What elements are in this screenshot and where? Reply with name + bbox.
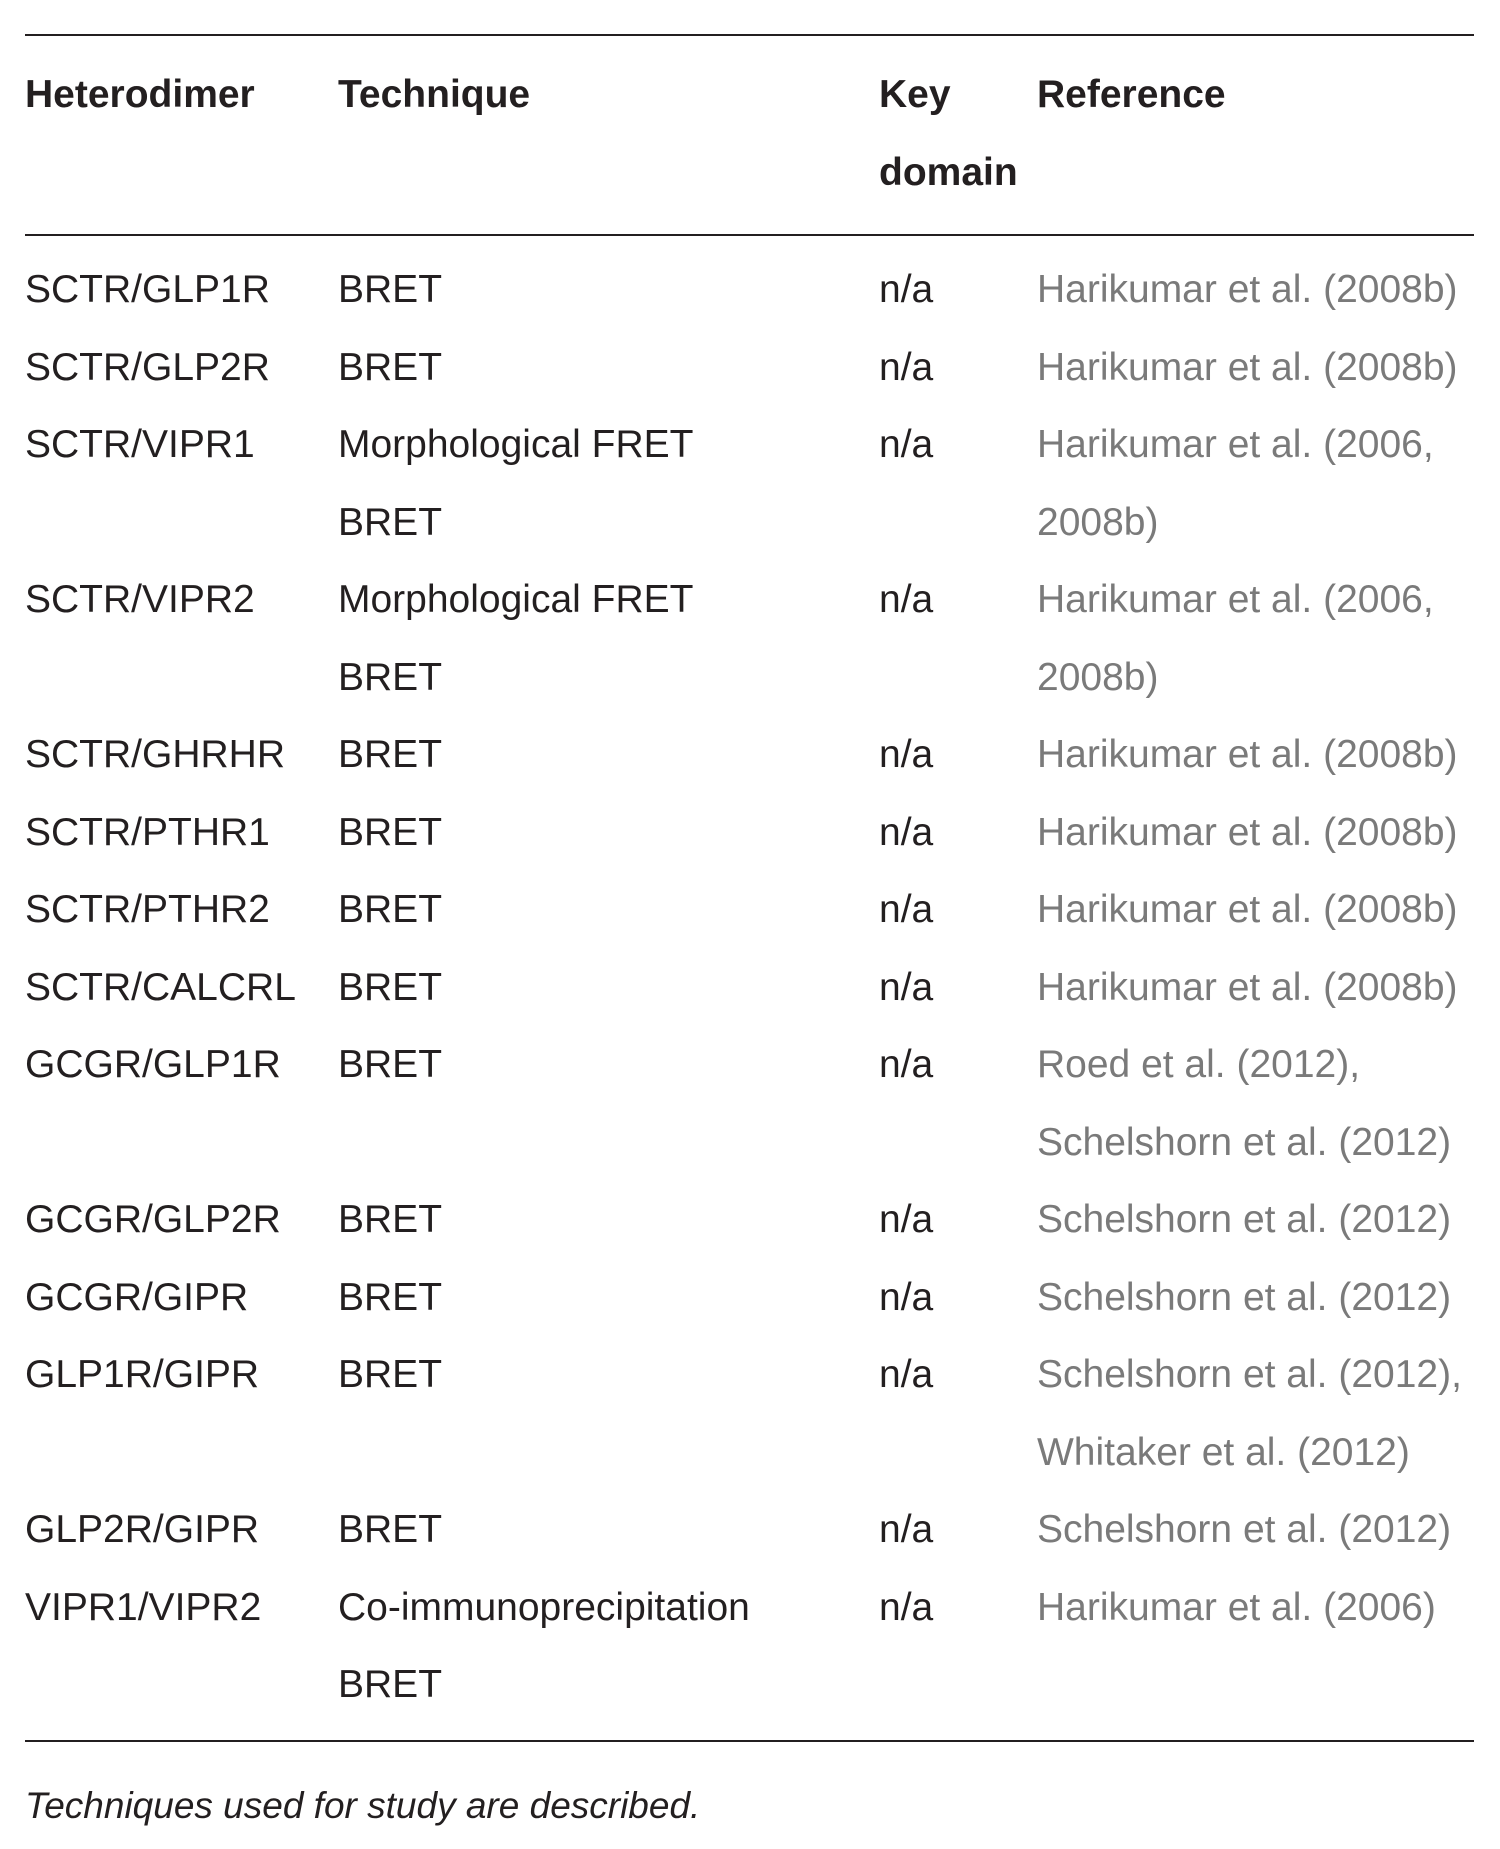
technique-line: BRET	[338, 268, 443, 311]
technique-line: Morphological FRET	[338, 423, 694, 466]
cell-reference	[1037, 1336, 1474, 1491]
cell-heterodimer: SCTR/PTHR2	[25, 888, 270, 931]
cell-reference	[1037, 1259, 1474, 1337]
cell-technique	[338, 949, 879, 1027]
cell-technique	[338, 1259, 879, 1337]
table-body	[25, 236, 1474, 1740]
table-row	[25, 1026, 1474, 1181]
cell-heterodimer: GCGR/GLP2R	[25, 1198, 281, 1241]
technique-line: BRET	[338, 345, 443, 389]
cell-technique	[338, 406, 879, 561]
header-reference: Reference	[1037, 73, 1226, 116]
reference-line: 2008b)	[1037, 655, 1159, 699]
data-table-body	[25, 236, 1474, 1740]
cell-reference	[1037, 329, 1474, 407]
cell-reference	[1037, 1026, 1474, 1181]
cell-key-domain: n/a	[879, 1275, 934, 1319]
table-row	[25, 236, 1474, 329]
reference-line: 2008b)	[1037, 500, 1159, 544]
technique-line: BRET	[338, 1353, 443, 1396]
cell-key-domain: n/a	[879, 733, 934, 776]
cell-key-domain: n/a	[879, 268, 934, 311]
cell-heterodimer: GLP1R/GIPR	[25, 1353, 260, 1396]
reference-line: Harikumar et al. (2008b)	[1037, 888, 1458, 931]
reference-line: Harikumar et al. (2008b)	[1037, 965, 1458, 1009]
cell-heterodimer: SCTR/GLP1R	[25, 268, 270, 311]
cell-heterodimer: SCTR/PTHR1	[25, 810, 270, 854]
technique-line: Morphological FRET	[338, 578, 694, 621]
cell-key-domain: n/a	[879, 1043, 934, 1086]
reference-line: Whitaker et al. (2012)	[1037, 1430, 1410, 1474]
cell-key-domain: n/a	[879, 1508, 934, 1551]
cell-heterodimer: GCGR/GIPR	[25, 1275, 249, 1319]
cell-technique	[338, 236, 879, 329]
technique-line: BRET	[338, 888, 443, 931]
cell-key-domain: n/a	[879, 1198, 934, 1241]
data-table	[25, 36, 1474, 234]
technique-line: Co-immunoprecipitation	[338, 1585, 750, 1629]
header-row	[25, 36, 1474, 234]
reference-line: Schelshorn et al. (2012)	[1037, 1275, 1452, 1319]
cell-heterodimer: VIPR1/VIPR2	[25, 1585, 262, 1629]
cell-reference	[1037, 794, 1474, 872]
cell-key-domain: n/a	[879, 965, 934, 1009]
cell-reference	[1037, 871, 1474, 949]
cell-heterodimer: SCTR/GLP2R	[25, 345, 270, 389]
cell-heterodimer: SCTR/CALCRL	[25, 965, 296, 1009]
reference-line: Harikumar et al. (2006,	[1037, 578, 1434, 621]
cell-technique	[338, 1026, 879, 1181]
table-footnote: Techniques used for study are described.	[25, 1785, 701, 1826]
table-row	[25, 1336, 1474, 1491]
cell-reference	[1037, 1181, 1474, 1259]
header-key-domain-line: Key	[879, 73, 951, 116]
cell-technique	[338, 1181, 879, 1259]
technique-line: BRET	[338, 733, 443, 776]
table-row	[25, 561, 1474, 716]
reference-line: Roed et al. (2012),	[1037, 1043, 1361, 1086]
table-row	[25, 329, 1474, 407]
technique-line: BRET	[338, 1198, 443, 1241]
technique-line: BRET	[338, 1275, 443, 1319]
technique-line: BRET	[338, 965, 443, 1009]
table-row	[25, 716, 1474, 794]
cell-technique	[338, 794, 879, 872]
cell-key-domain: n/a	[879, 888, 934, 931]
bottom-rule	[25, 1740, 1474, 1742]
cell-reference	[1037, 406, 1474, 561]
cell-technique	[338, 1491, 879, 1569]
cell-heterodimer: SCTR/VIPR1	[25, 423, 255, 466]
table-row	[25, 871, 1474, 949]
reference-line: Schelshorn et al. (2012)	[1037, 1508, 1452, 1551]
reference-line: Harikumar et al. (2008b)	[1037, 345, 1458, 389]
cell-technique	[338, 871, 879, 949]
cell-technique	[338, 716, 879, 794]
cell-heterodimer: GCGR/GLP1R	[25, 1043, 281, 1086]
cell-reference	[1037, 561, 1474, 716]
cell-key-domain: n/a	[879, 1353, 934, 1396]
technique-line: BRET	[338, 810, 443, 854]
table-row	[25, 406, 1474, 561]
cell-reference	[1037, 949, 1474, 1027]
technique-line: BRET	[338, 655, 443, 699]
cell-reference	[1037, 236, 1474, 329]
cell-heterodimer: SCTR/GHRHR	[25, 733, 285, 776]
technique-line: BRET	[338, 1508, 443, 1551]
header-heterodimer: Heterodimer	[25, 73, 255, 116]
cell-reference	[1037, 1569, 1474, 1740]
header-key-domain	[879, 36, 1037, 234]
header-key-domain-line: domain	[879, 151, 1018, 194]
cell-technique	[338, 329, 879, 407]
cell-key-domain: n/a	[879, 578, 934, 621]
table-header	[25, 36, 1474, 234]
table-row	[25, 1181, 1474, 1259]
cell-heterodimer: GLP2R/GIPR	[25, 1508, 260, 1551]
reference-line: Schelshorn et al. (2012)	[1037, 1120, 1452, 1164]
table-row	[25, 1491, 1474, 1569]
table-row	[25, 794, 1474, 872]
cell-heterodimer: SCTR/VIPR2	[25, 578, 255, 621]
reference-line: Harikumar et al. (2008b)	[1037, 268, 1458, 311]
cell-key-domain: n/a	[879, 423, 934, 466]
reference-line: Harikumar et al. (2008b)	[1037, 733, 1458, 776]
cell-technique	[338, 561, 879, 716]
table-row	[25, 1259, 1474, 1337]
reference-line: Schelshorn et al. (2012)	[1037, 1198, 1452, 1241]
technique-line: BRET	[338, 1043, 443, 1086]
reference-line: Harikumar et al. (2006,	[1037, 423, 1434, 466]
cell-key-domain: n/a	[879, 810, 934, 854]
cell-technique	[338, 1569, 879, 1740]
cell-key-domain: n/a	[879, 345, 934, 389]
cell-key-domain: n/a	[879, 1585, 934, 1629]
technique-line: BRET	[338, 1663, 443, 1706]
cell-technique	[338, 1336, 879, 1491]
cell-reference	[1037, 1491, 1474, 1569]
reference-line: Harikumar et al. (2008b)	[1037, 810, 1458, 854]
technique-line: BRET	[338, 500, 443, 544]
reference-line: Harikumar et al. (2006)	[1037, 1585, 1436, 1629]
table-row	[25, 949, 1474, 1027]
heterodimer-table	[25, 34, 1474, 1742]
table-row	[25, 1569, 1474, 1740]
cell-reference	[1037, 716, 1474, 794]
reference-line: Schelshorn et al. (2012),	[1037, 1353, 1462, 1396]
header-technique: Technique	[338, 73, 531, 116]
